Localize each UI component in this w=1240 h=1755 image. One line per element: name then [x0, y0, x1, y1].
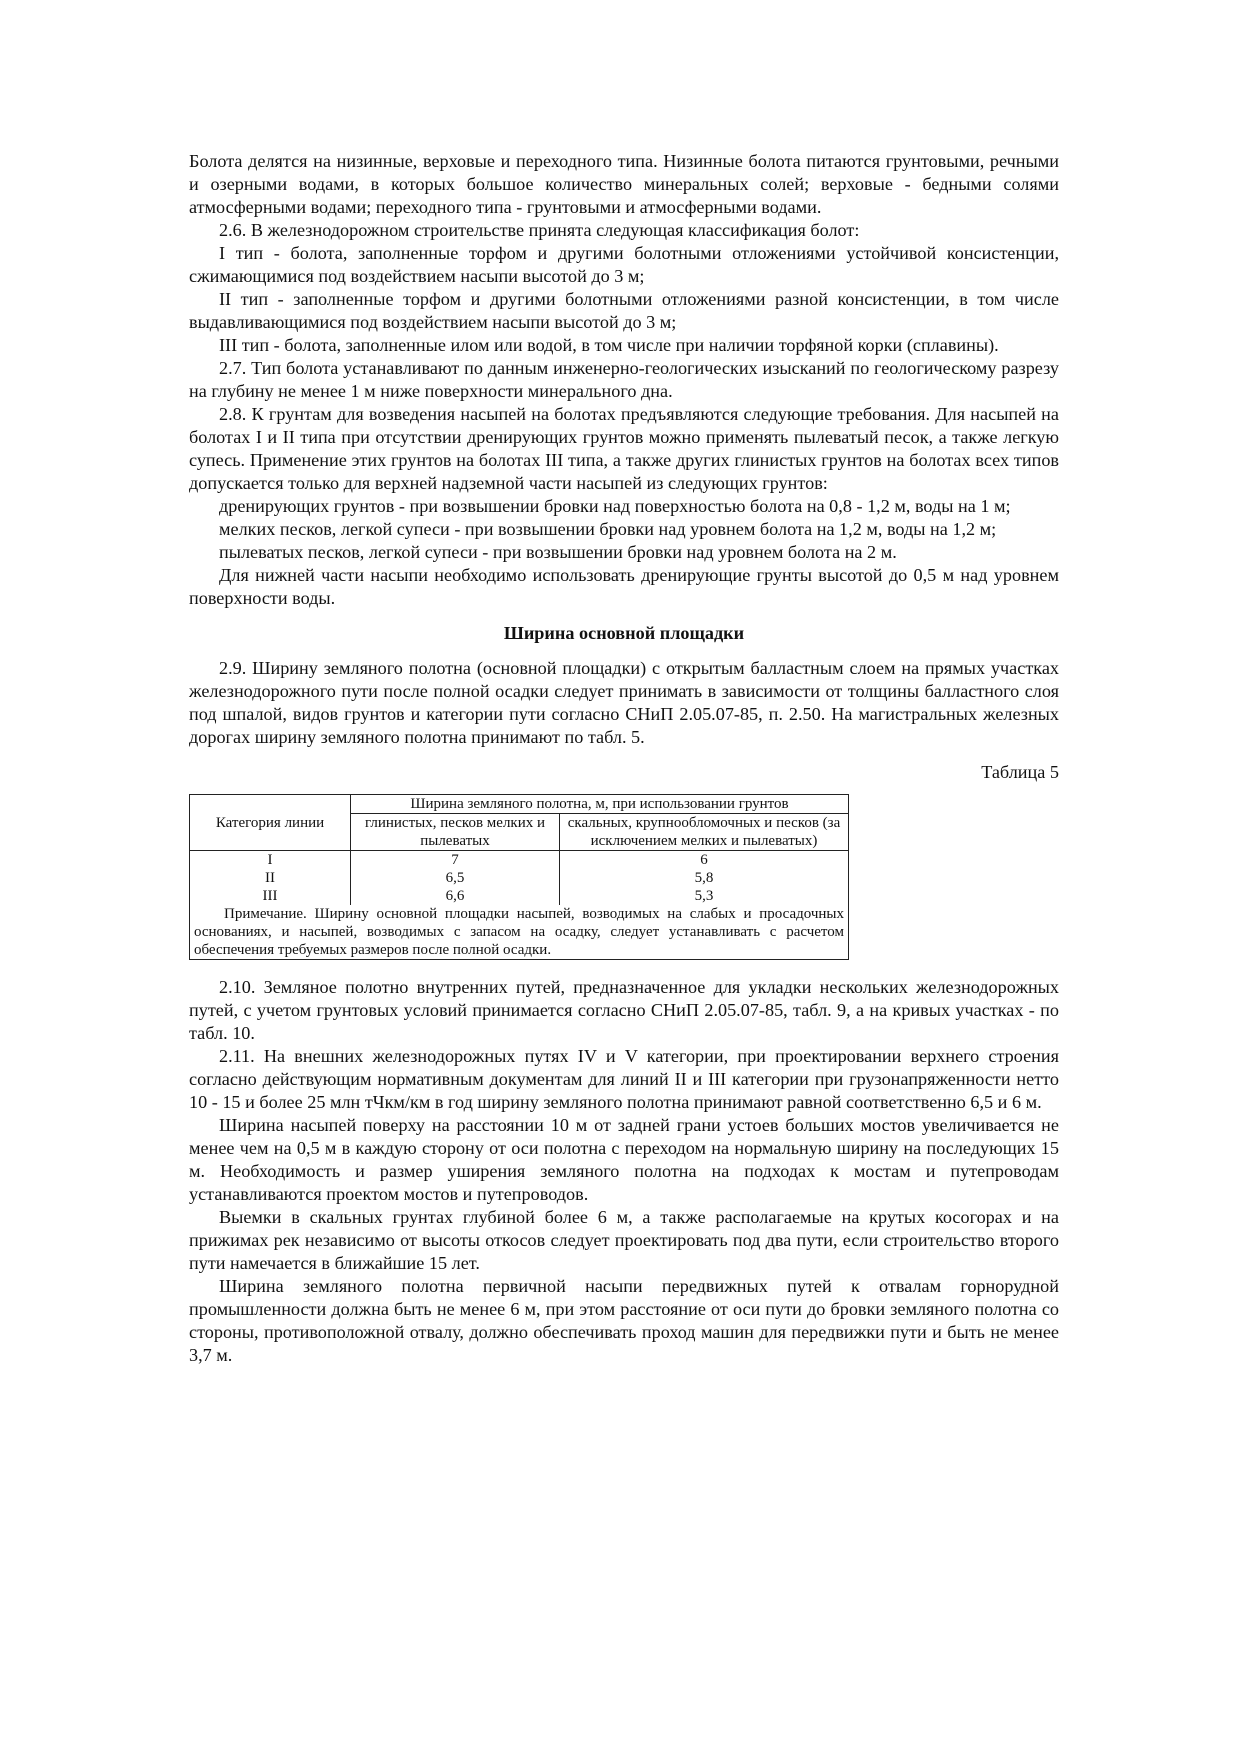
- paragraph: I тип - болота, заполненные торфом и другими болотными отложениями устойчивой консистенции, сжимающимися под воздействием насыпи высотой до 3 м;: [189, 243, 1059, 286]
- cell-clay: 7: [351, 851, 560, 870]
- table-note: Примечание. Ширину основной площадки насыпей, возводимых на слабых и просадочных основаниях, и насыпей, возводимых с запасом на осадку, следует устанавливать с расчетом обеспечения требуемых размеров после полной осадки.: [190, 905, 849, 960]
- paragraph: Ширина земляного полотна первичной насыпи передвижных путей к отвалам горнорудной промышленности должна быть не менее 6 м, при этом расстояние от оси пути до бровки земляного полотна со стороны, противоположной отвалу, должно обеспечивать проход машин для передвижки пути и быть не менее 3,7 м.: [189, 1276, 1059, 1365]
- paragraph: 2.8. К грунтам для возведения насыпей на болотах предъявляются следующие требования. Для насыпей на болотах I и II типа при отсутствии дренирующих грунтов можно применять пылеватый песок, а также легкую супесь. Применение этих грунтов на болотах III типа, а также других глинистых грунтов на болотах всех типов допускается только для верхней надземной части насыпей из следующих грунтов:: [189, 404, 1059, 493]
- section-heading: Ширина основной площадки: [503, 623, 745, 643]
- paragraph: Болота делятся на низинные, верховые и переходного типа. Низинные болота питаются грунтовыми, речными и озерными водами, в которых большое количество минеральных солей; верховые - бедными солями атмосферными водами; переходного типа - грунтовыми и атмосферными водами.: [189, 151, 1059, 217]
- header-category: Категория линии: [190, 795, 351, 851]
- paragraph: Выемки в скальных грунтах глубиной более 6 м, а также располагаемые на крутых косогорах и на прижимах рек независимо от высоты откосов следует проектировать под два пути, если строительство второго пути намечается в ближайшие 15 лет.: [189, 1207, 1059, 1273]
- paragraph: 2.10. Земляное полотно внутренних путей, предназначенное для укладки нескольких железнодорожных путей, с учетом грунтовых условий принимается согласно СНиП 2.05.07-85, табл. 9, а на кривых участках - по табл. 10.: [189, 977, 1059, 1043]
- paragraph: 2.9. Ширину земляного полотна (основной площадки) с открытым балластным слоем на прямых участках железнодорожного пути после полной осадки следует принимать в зависимости от толщины балластного слоя под шпалой, видов грунтов и категории пути согласно СНиП 2.05.07-85, п. 2.50. На магистральных железных дорогах ширину земляного полотна принимают по табл. 5.: [189, 658, 1059, 747]
- paragraphs-bottom: [189, 976, 1059, 1367]
- paragraphs-mid: [189, 657, 1059, 749]
- table-row: [190, 851, 849, 870]
- paragraph: Для нижней части насыпи необходимо использовать дренирующие грунты высотой до 0,5 м над уровнем поверхности воды.: [189, 565, 1059, 608]
- header-rock: скальных, крупнообломочных и песков (за исключением мелких и пылеватых): [560, 814, 849, 851]
- cell-clay: 6,5: [351, 869, 560, 887]
- cell-clay: 6,6: [351, 887, 560, 905]
- paragraph: III тип - болота, заполненные илом или водой, в том числе при наличии торфяной корки (сплавины).: [219, 335, 999, 355]
- width-table: [189, 794, 849, 960]
- paragraph: пылеватых песков, легкой супеси - при возвышении бровки над уровнем болота на 2 м.: [219, 542, 897, 562]
- paragraph: Ширина насыпей поверху на расстоянии 10 м от задней грани устоев больших мостов увеличивается не менее чем на 0,5 м в каждую сторону от оси полотна с переходом на нормальную ширину на последующих 15 м. Необходимость и размер уширения земляного полотна на подходах к мостам и путепроводам устанавливаются проектом мостов и путепроводов.: [189, 1115, 1059, 1204]
- paragraph: 2.6. В железнодорожном строительстве принята следующая классификация болот:: [219, 220, 860, 240]
- table-caption: Таблица 5: [981, 762, 1059, 782]
- table-header-row: [190, 795, 849, 814]
- cell-category: III: [190, 887, 351, 905]
- table-row: [190, 869, 849, 887]
- document-page: [189, 150, 1059, 1367]
- paragraph: дренирующих грунтов - при возвышении бровки над поверхностью болота на 0,8 - 1,2 м, воды на 1 м;: [219, 496, 1011, 516]
- cell-rock: 5,3: [560, 887, 849, 905]
- paragraphs-top: [189, 150, 1059, 610]
- table-note-row: [190, 905, 849, 960]
- paragraph: II тип - заполненные торфом и другими болотными отложениями разной консистенции, в том числе выдавливающимися под воздействием насыпи высотой до 3 м;: [189, 289, 1059, 332]
- table-row: [190, 887, 849, 905]
- paragraph: мелких песков, легкой супеси - при возвышении бровки над уровнем болота на 1,2 м, воды на 1,2 м;: [219, 519, 997, 539]
- paragraph: 2.11. На внешних железнодорожных путях IV и V категории, при проектировании верхнего строения согласно действующим нормативным документам для линий II и III категории при грузонапряженности нетто 10 - 15 и более 25 млн тЧкм/км в год ширину земляного полотна принимают равной соответственно 6,5 и 6 м.: [189, 1046, 1059, 1112]
- paragraph: 2.7. Тип болота устанавливают по данным инженерно-геологических изысканий по геологическому разрезу на глубину не менее 1 м ниже поверхности минерального дна.: [189, 358, 1059, 401]
- header-clay: глинистых, песков мелких и пылеватых: [351, 814, 560, 851]
- cell-category: II: [190, 869, 351, 887]
- header-group: Ширина земляного полотна, м, при использовании грунтов: [351, 795, 849, 814]
- cell-rock: 5,8: [560, 869, 849, 887]
- cell-rock: 6: [560, 851, 849, 870]
- cell-category: I: [190, 851, 351, 870]
